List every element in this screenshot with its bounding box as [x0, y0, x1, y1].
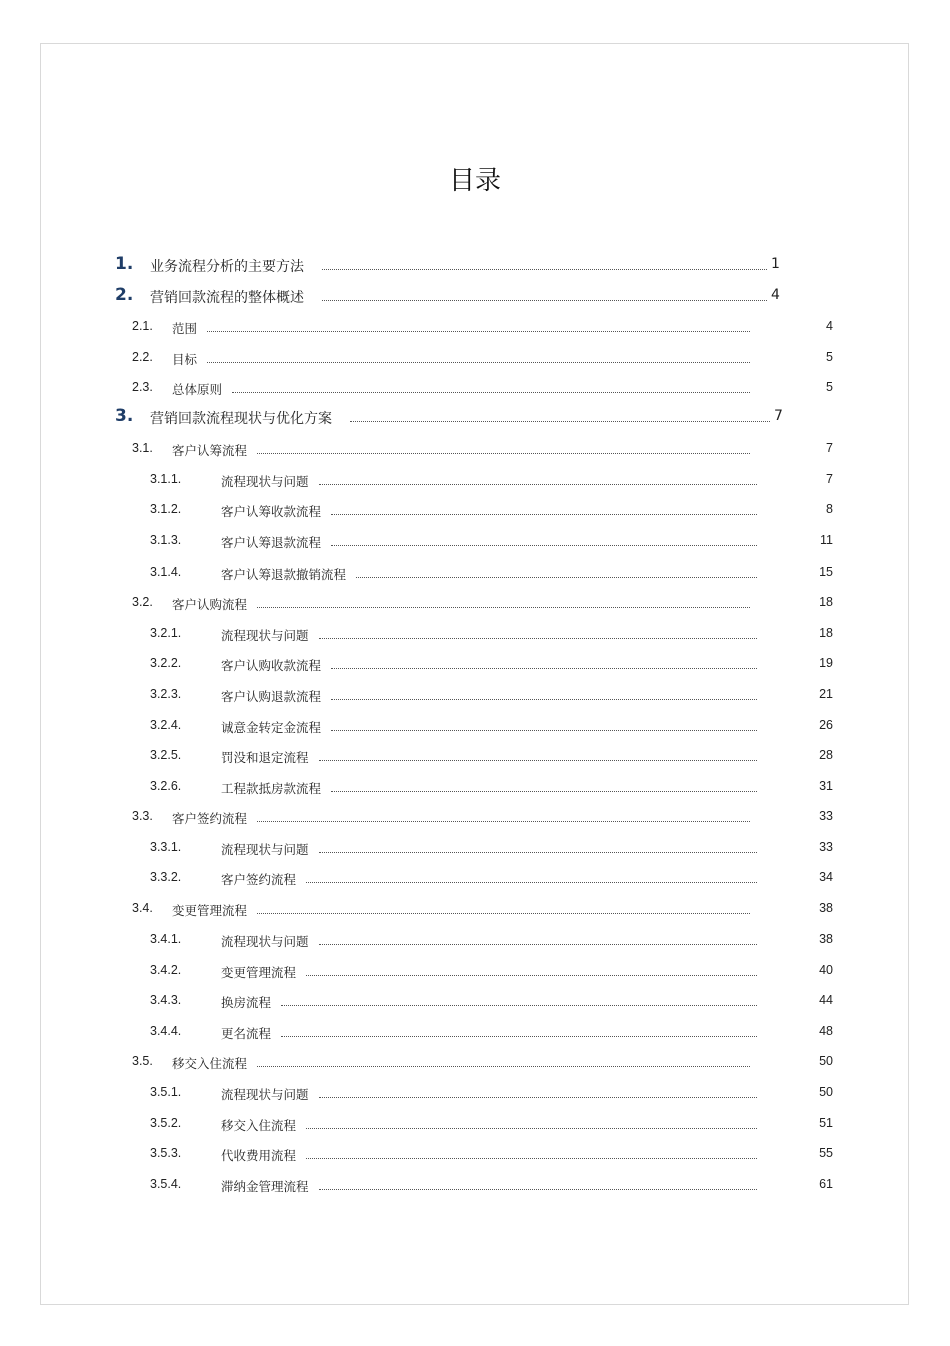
toc-entry[interactable]	[0, 593, 950, 613]
toc-entry-number: 2.3.	[132, 380, 153, 394]
toc-entry[interactable]	[0, 408, 950, 428]
toc-entry-label: 变更管理流程	[172, 903, 248, 918]
toc-entry[interactable]	[0, 716, 950, 736]
toc-leader-dots	[319, 484, 757, 485]
toc-entry[interactable]	[0, 777, 950, 797]
toc-leader-dots	[281, 1005, 757, 1006]
toc-leader-dots	[232, 392, 750, 393]
toc-entry-page: 50	[819, 1054, 833, 1068]
toc-entry[interactable]	[0, 991, 950, 1011]
toc-entry[interactable]	[0, 378, 950, 398]
toc-entry-label: 目标	[172, 352, 198, 367]
toc-entry-number: 3.4.	[132, 901, 153, 915]
toc-leader-dots	[207, 362, 750, 363]
toc-entry-number: 3.2.2.	[150, 656, 182, 670]
toc-entry[interactable]	[0, 500, 950, 520]
toc-entry-number: 3.5.2.	[150, 1116, 182, 1130]
toc-entry-page: 33	[819, 809, 833, 823]
toc-entry-label: 营销回款流程现状与优化方案	[150, 411, 332, 427]
toc-leader-dots	[306, 1158, 757, 1159]
toc-leader-dots	[207, 331, 750, 332]
toc-entry-label: 移交入住流程	[221, 1118, 297, 1133]
toc-leader-dots	[331, 791, 757, 792]
toc-entry-label: 流程现状与问题	[221, 628, 309, 643]
toc-entry-label: 客户认筹退款撤销流程	[221, 567, 347, 582]
toc-entry-page: 51	[819, 1116, 833, 1130]
toc-entry[interactable]	[0, 624, 950, 644]
toc-entry[interactable]	[0, 256, 950, 276]
toc-leader-dots	[306, 882, 757, 883]
toc-leader-dots	[322, 269, 767, 270]
toc-entry[interactable]	[0, 531, 950, 551]
toc-entry[interactable]	[0, 807, 950, 827]
toc-entry-label: 诚意金转定金流程	[221, 720, 322, 735]
toc-entry-label: 客户认筹退款流程	[221, 535, 322, 550]
toc-entry-page: 38	[819, 901, 833, 915]
toc-entry-number: 3.1.3.	[150, 533, 182, 547]
toc-entry-label: 客户签约流程	[172, 811, 248, 826]
toc-leader-dots	[322, 300, 767, 301]
toc-entry-number: 3.2.5.	[150, 748, 182, 762]
toc-entry[interactable]	[0, 899, 950, 919]
toc-entry-page: 4	[826, 319, 833, 333]
toc-entry-number: 3.5.	[132, 1054, 153, 1068]
toc-entry-number: 3.2.1.	[150, 626, 182, 640]
toc-entry-page: 18	[819, 595, 833, 609]
toc-leader-dots	[319, 944, 757, 945]
toc-entry-page: 55	[819, 1146, 833, 1160]
toc-entry-number: 3.2.3.	[150, 687, 182, 701]
toc-leader-dots	[319, 1097, 757, 1098]
toc-entry-label: 客户认筹收款流程	[221, 504, 322, 519]
toc-leader-dots	[306, 975, 757, 976]
toc-entry-page: 40	[819, 963, 833, 977]
toc-entry-number: 1.	[115, 254, 134, 274]
toc-leader-dots	[331, 699, 757, 700]
toc-leader-dots	[331, 730, 757, 731]
toc-entry-label: 客户认购收款流程	[221, 658, 322, 673]
toc-entry-number: 3.4.1.	[150, 932, 182, 946]
toc-entry-number: 3.2.4.	[150, 718, 182, 732]
toc-leader-dots	[257, 607, 750, 608]
toc-entry-number: 3.	[115, 406, 134, 426]
toc-entry-page: 48	[819, 1024, 833, 1038]
toc-entry-label: 业务流程分析的主要方法	[150, 259, 304, 275]
toc-entry-page: 28	[819, 748, 833, 762]
toc-entry-label: 范围	[172, 321, 198, 336]
toc-entry-label: 流程现状与问题	[221, 934, 309, 949]
toc-entry-label: 工程款抵房款流程	[221, 781, 322, 796]
toc-entry-page: 5	[826, 350, 833, 364]
toc-entry-page: 5	[826, 380, 833, 394]
toc-entry-number: 3.2.	[132, 595, 153, 609]
toc-entry-number: 3.1.	[132, 441, 153, 455]
toc-entry[interactable]	[0, 470, 950, 490]
toc-entry[interactable]	[0, 1144, 950, 1164]
toc-leader-dots	[319, 1189, 757, 1190]
toc-entry-page: 21	[819, 687, 833, 701]
toc-entry-label: 客户认购退款流程	[221, 689, 322, 704]
toc-entry[interactable]	[0, 961, 950, 981]
toc-leader-dots	[319, 638, 757, 639]
toc-entry-number: 3.1.4.	[150, 565, 182, 579]
toc-entry-number: 3.2.6.	[150, 779, 182, 793]
toc-entry-label: 滞纳金管理流程	[221, 1179, 309, 1194]
toc-leader-dots	[281, 1036, 757, 1037]
toc-entry-number: 3.1.2.	[150, 502, 182, 516]
toc-entry-label: 代收费用流程	[221, 1148, 297, 1163]
toc-entry[interactable]	[0, 930, 950, 950]
toc-entry[interactable]	[0, 563, 950, 583]
toc-leader-dots	[331, 668, 757, 669]
toc-entry-label: 更名流程	[221, 1026, 272, 1041]
toc-entry[interactable]	[0, 838, 950, 858]
toc-entry-page: 18	[819, 626, 833, 640]
toc-entry[interactable]	[0, 685, 950, 705]
toc-entry-label: 客户签约流程	[221, 872, 297, 887]
toc-entry[interactable]	[0, 746, 950, 766]
toc-entry[interactable]	[0, 439, 950, 459]
toc-entry-number: 3.3.	[132, 809, 153, 823]
toc-entry[interactable]	[0, 1052, 950, 1072]
toc-entry-page: 31	[819, 779, 833, 793]
toc-entry[interactable]	[0, 1022, 950, 1042]
toc-entry-number: 3.3.2.	[150, 870, 182, 884]
toc-entry-page: 50	[819, 1085, 833, 1099]
toc-entry-label: 流程现状与问题	[221, 1087, 309, 1102]
toc-entry-page: 7	[826, 472, 833, 486]
toc-entry-page: 33	[819, 840, 833, 854]
toc-leader-dots	[306, 1128, 757, 1129]
toc-entry-label: 流程现状与问题	[221, 474, 309, 489]
toc-entry-page: 7	[774, 408, 783, 424]
toc-entry[interactable]	[0, 1175, 950, 1195]
toc-entry-label: 罚没和退定流程	[221, 750, 309, 765]
toc-entry[interactable]	[0, 348, 950, 368]
toc-leader-dots	[319, 852, 757, 853]
toc-leader-dots	[257, 453, 750, 454]
toc-entry-label: 总体原则	[172, 382, 223, 397]
toc-entry-page: 1	[771, 256, 780, 272]
toc-leader-dots	[331, 545, 757, 546]
toc-entry-page: 44	[819, 993, 833, 1007]
toc-leader-dots	[257, 1066, 750, 1067]
toc-entry-number: 3.4.3.	[150, 993, 182, 1007]
toc-entry-page: 19	[819, 656, 833, 670]
toc-entry-number: 2.1.	[132, 319, 153, 333]
toc-entry-number: 3.5.1.	[150, 1085, 182, 1099]
toc-entry-page: 38	[819, 932, 833, 946]
toc-entry-label: 变更管理流程	[221, 965, 297, 980]
toc-entry-label: 客户认筹流程	[172, 443, 248, 458]
toc-leader-dots	[257, 821, 750, 822]
toc-leader-dots	[356, 577, 757, 578]
toc-entry-label: 换房流程	[221, 995, 272, 1010]
page-title: 目录	[448, 166, 501, 196]
toc-entry-label: 客户认购流程	[172, 597, 248, 612]
toc-entry-number: 3.4.2.	[150, 963, 182, 977]
toc-leader-dots	[331, 514, 757, 515]
toc-entry-number: 3.3.1.	[150, 840, 182, 854]
toc-entry-page: 15	[819, 565, 833, 579]
toc-entry-page: 7	[826, 441, 833, 455]
toc-entry-page: 26	[819, 718, 833, 732]
toc-entry-page: 34	[819, 870, 833, 884]
toc-entry-number: 3.5.3.	[150, 1146, 182, 1160]
toc-entry-number: 3.1.1.	[150, 472, 182, 486]
toc-entry-page: 11	[820, 533, 833, 547]
toc-entry-number: 2.2.	[132, 350, 153, 364]
toc-entry-number: 2.	[115, 285, 134, 305]
toc-entry-label: 营销回款流程的整体概述	[150, 290, 304, 306]
toc-entry-label: 移交入住流程	[172, 1056, 248, 1071]
toc-entry[interactable]	[0, 1083, 950, 1103]
toc-entry-page: 8	[826, 502, 833, 516]
toc-entry[interactable]	[0, 654, 950, 674]
toc-entry-number: 3.5.4.	[150, 1177, 182, 1191]
toc-entry[interactable]	[0, 1114, 950, 1134]
toc-entry-number: 3.4.4.	[150, 1024, 182, 1038]
toc-entry[interactable]	[0, 317, 950, 337]
toc-leader-dots	[257, 913, 750, 914]
toc-entry-page: 4	[771, 287, 780, 303]
toc-entry[interactable]	[0, 287, 950, 307]
toc-leader-dots	[319, 760, 757, 761]
toc-leader-dots	[350, 421, 770, 422]
toc-entry-page: 61	[819, 1177, 833, 1191]
toc-entry[interactable]	[0, 868, 950, 888]
toc-entry-label: 流程现状与问题	[221, 842, 309, 857]
